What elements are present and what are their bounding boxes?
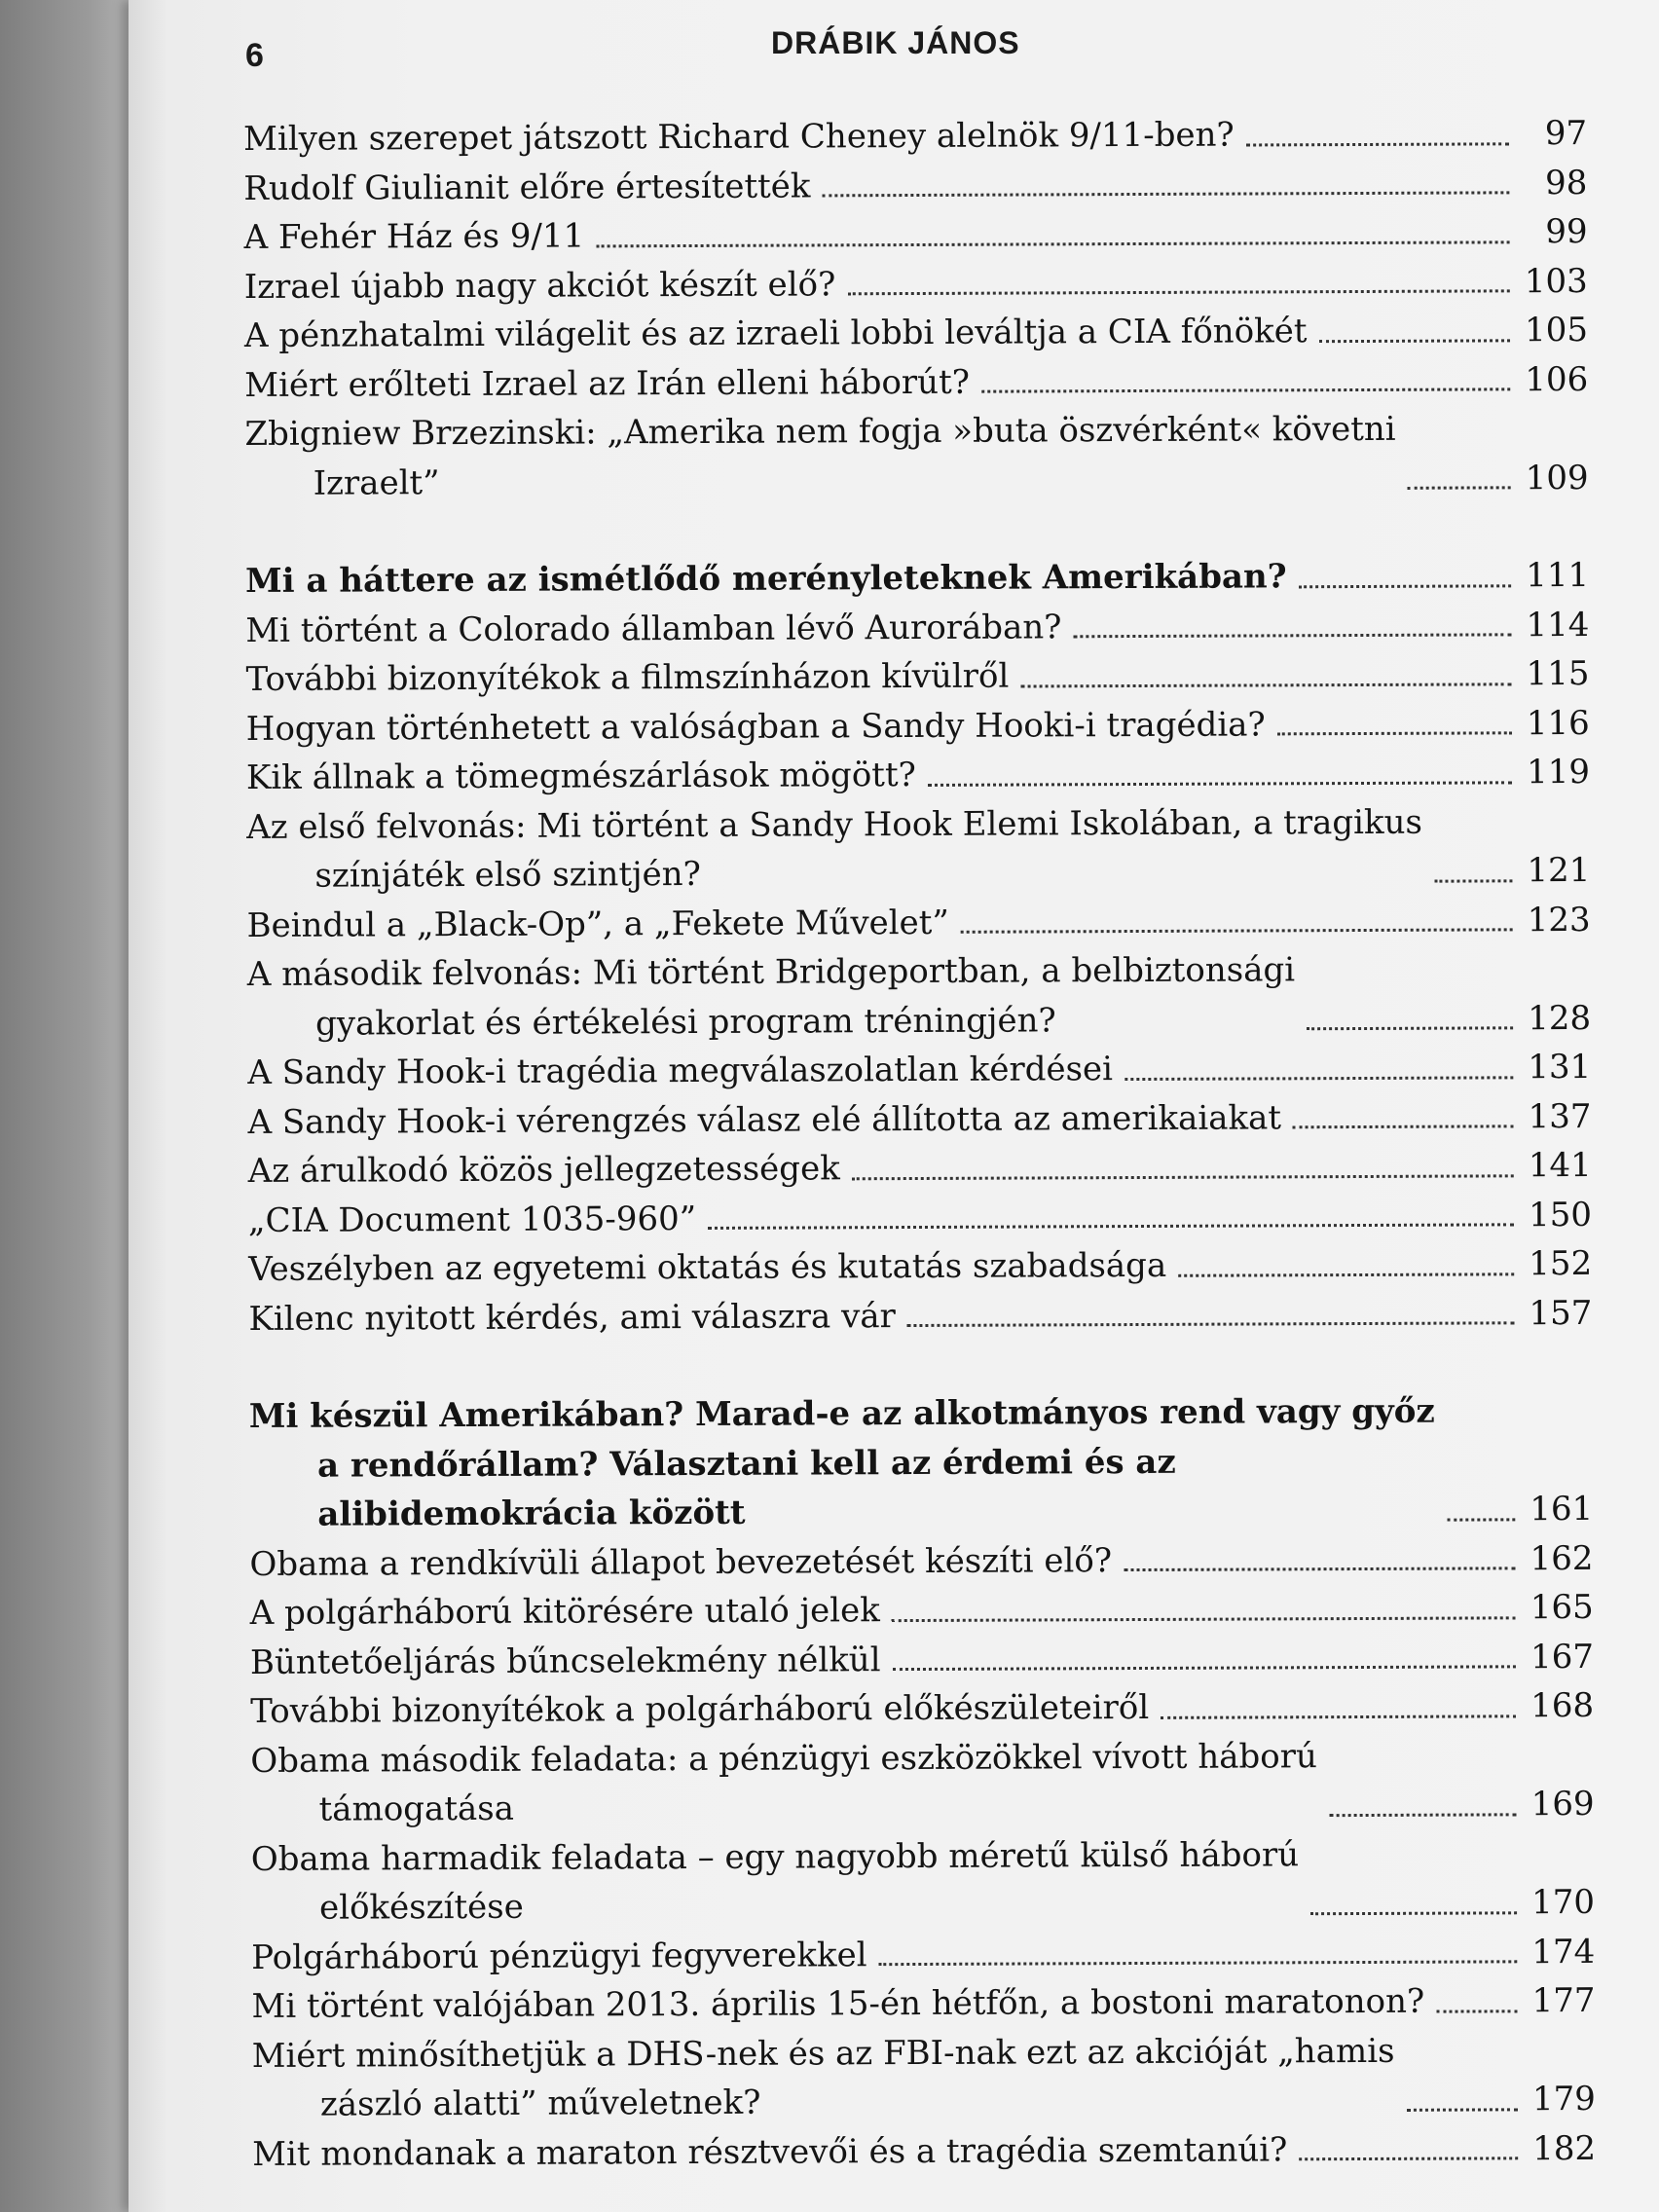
toc-entry bbox=[251, 1927, 1595, 1982]
toc-entry bbox=[248, 1239, 1592, 1295]
dot-leader bbox=[1407, 2108, 1518, 2111]
dot-leader bbox=[847, 289, 1509, 295]
toc-entry-title-continued: zászló alatti” műveletnek? bbox=[319, 2083, 761, 2124]
toc-page-number: 121 bbox=[1527, 850, 1591, 891]
toc-entry-title: Rudolf Giulianit előre értesítették bbox=[243, 166, 811, 208]
toc-entry-title: Kik állnak a tömegmészárlások mögött? bbox=[245, 755, 916, 797]
dot-leader bbox=[1073, 633, 1511, 638]
toc-page-number: 114 bbox=[1526, 605, 1590, 645]
toc-page-number: 98 bbox=[1544, 163, 1588, 203]
toc-entry-title: Mit mondanak a maraton résztvevői és a tragédia szemtanúi? bbox=[252, 2129, 1288, 2174]
toc-entry-title: Az első felvonás: Mi történt a Sandy Hook Elemi Iskolában, a tragikus bbox=[246, 802, 1422, 847]
toc-entry bbox=[248, 1288, 1592, 1344]
toc-entry-title: Miért erőlteti Izrael az Irán elleni háborút? bbox=[244, 362, 971, 405]
toc-page-number: 157 bbox=[1529, 1293, 1593, 1333]
toc-entry bbox=[246, 698, 1590, 754]
toc-entry bbox=[247, 1043, 1591, 1098]
toc-entry bbox=[250, 1583, 1594, 1639]
toc-entry bbox=[244, 354, 1588, 410]
dot-leader bbox=[1319, 339, 1510, 343]
toc-page-number: 179 bbox=[1531, 2079, 1596, 2120]
running-head: DRÁBIK JÁNOS bbox=[771, 25, 1020, 60]
toc-entry-title: „CIA Document 1035-960” bbox=[247, 1198, 697, 1240]
toc-page-number: 111 bbox=[1526, 555, 1590, 596]
toc-page-number: 137 bbox=[1528, 1096, 1592, 1136]
toc-entry-title: Obama második feladata: a pénzügyi eszközökkel vívott háború bbox=[250, 1736, 1317, 1781]
toc-entry bbox=[248, 1190, 1592, 1245]
toc-entry-title: Beindul a „Black-Op”, a „Fekete Művelet” bbox=[246, 903, 949, 945]
toc-entry-title-continued: előkészítése bbox=[318, 1887, 524, 1928]
toc-page-number: 115 bbox=[1526, 653, 1590, 694]
dot-leader bbox=[1307, 1026, 1513, 1030]
dot-leader bbox=[1447, 1518, 1515, 1521]
toc-entry-title: Milyen szerepet játszott Richard Cheney alelnök 9/11-ben? bbox=[243, 115, 1235, 159]
toc-entry bbox=[247, 944, 1591, 1049]
toc-page-number: 116 bbox=[1526, 703, 1590, 743]
toc-page-number: 123 bbox=[1527, 900, 1591, 940]
toc-entry-title: Obama a rendkívüli állapot bevezetését készíti elő? bbox=[249, 1540, 1113, 1584]
toc-entry-title: Polgárháború pénzügyi fegyverekkel bbox=[251, 1935, 867, 1977]
toc-section-heading bbox=[245, 551, 1589, 607]
toc-entry-title: A Sandy Hook-i vérengzés válasz elé állította az amerikaiakat bbox=[247, 1097, 1282, 1142]
toc-page-number: 99 bbox=[1545, 211, 1588, 252]
toc-entry bbox=[250, 1632, 1594, 1687]
toc-entry-title: Büntetőeljárás bűncselekmény nélkül bbox=[249, 1640, 881, 1682]
toc-entry bbox=[246, 796, 1590, 901]
toc-entry bbox=[244, 256, 1588, 312]
toc-entry bbox=[250, 1730, 1594, 1834]
dot-leader bbox=[852, 1174, 1514, 1180]
dot-leader bbox=[1161, 1714, 1516, 1719]
dot-leader bbox=[1246, 142, 1509, 146]
toc-entry-title: A Fehér Ház és 9/11 bbox=[243, 216, 585, 257]
book-page bbox=[129, 0, 1659, 2212]
dot-leader bbox=[823, 191, 1510, 197]
toc-entry-title: Veszélyben az egyetemi oktatás és kutatás szabadsága bbox=[248, 1245, 1167, 1289]
toc-entry-title-continued: támogatása bbox=[318, 1788, 515, 1829]
toc-entry bbox=[246, 748, 1590, 803]
toc-entry bbox=[245, 649, 1589, 705]
toc-page-number: 150 bbox=[1528, 1195, 1593, 1235]
toc-entry-title: További bizonyítékok a filmszínházon kívülről bbox=[245, 656, 1010, 699]
toc-entry bbox=[247, 1091, 1591, 1147]
dot-leader bbox=[879, 1960, 1518, 1966]
toc-entry bbox=[243, 158, 1587, 213]
toc-page-number: 141 bbox=[1528, 1145, 1592, 1186]
dot-leader bbox=[1020, 682, 1511, 687]
toc-entry bbox=[244, 306, 1588, 361]
dot-leader bbox=[1299, 2157, 1518, 2160]
toc-entry-title: A pénzhatalmi világelit és az izraeli lobbi leváltja a CIA főnökét bbox=[243, 312, 1308, 355]
dot-leader bbox=[1124, 1567, 1515, 1571]
toc-page-number: 169 bbox=[1530, 1784, 1595, 1825]
toc-page-number: 170 bbox=[1531, 1882, 1596, 1923]
toc-entry-title: A második felvonás: Mi történt Bridgeportban, a belbiztonsági bbox=[246, 950, 1296, 994]
toc-page-number: 165 bbox=[1530, 1587, 1594, 1628]
dot-leader bbox=[893, 1665, 1516, 1671]
dot-leader bbox=[1434, 879, 1512, 882]
dot-leader bbox=[1299, 584, 1511, 588]
toc-page-number: 174 bbox=[1531, 1932, 1596, 1972]
toc-entry-title: Obama harmadik feladata – egy nagyobb méretű külső háború bbox=[250, 1834, 1300, 1879]
toc-entry bbox=[251, 1828, 1595, 1933]
dot-leader bbox=[961, 928, 1513, 933]
dot-leader bbox=[907, 1321, 1515, 1327]
toc-entry-title-continued: színjáték első szintjén? bbox=[314, 854, 701, 896]
toc-entry bbox=[252, 2123, 1596, 2179]
toc-section-title-continued: alibidemokrácia között bbox=[317, 1493, 746, 1534]
dot-leader bbox=[1277, 731, 1512, 735]
dot-leader bbox=[1178, 1272, 1514, 1277]
toc-page-number: 128 bbox=[1528, 998, 1592, 1038]
toc-page-number: 119 bbox=[1526, 752, 1591, 793]
toc-section-title: Mi a háttere az ismétlődő merényleteknek Amerikában? bbox=[245, 557, 1287, 601]
toc-entry-title: Mi történt valójában 2013. április 15-én hétfőn, a bostoni maratonon? bbox=[251, 1981, 1425, 2026]
table-of-contents bbox=[243, 109, 1596, 2179]
toc-page-number: 182 bbox=[1532, 2128, 1597, 2168]
toc-entry-title: További bizonyítékok a polgárháború előkészületeiről bbox=[250, 1687, 1150, 1731]
toc-page-number: 152 bbox=[1529, 1243, 1593, 1284]
toc-page-number: 105 bbox=[1524, 310, 1589, 350]
dot-leader bbox=[928, 781, 1512, 787]
toc-page-number: 109 bbox=[1525, 458, 1589, 498]
dot-leader bbox=[708, 1223, 1514, 1230]
toc-entry-title: Miért minősíthetjük a DHS-nek és az FBI-nak ezt az akcióját „hamis bbox=[251, 2031, 1395, 2076]
dot-leader bbox=[1436, 2009, 1517, 2012]
toc-entry bbox=[243, 109, 1587, 165]
dot-leader bbox=[1408, 486, 1511, 489]
toc-page-number: 103 bbox=[1524, 261, 1588, 301]
page-number: 6 bbox=[245, 37, 264, 74]
toc-entry bbox=[244, 404, 1588, 508]
toc-entry bbox=[248, 1141, 1592, 1197]
dot-leader bbox=[892, 1616, 1516, 1622]
toc-entry-title: Az árulkodó közös jellegzetességek bbox=[247, 1149, 840, 1191]
toc-entry-title: Zbigniew Brzezinski: „Amerika nem fogja »buta öszvérként« követni bbox=[244, 409, 1396, 454]
toc-page-number: 161 bbox=[1530, 1489, 1594, 1530]
toc-entry-title: A polgárháború kitörésére utaló jelek bbox=[249, 1591, 880, 1633]
toc-entry-title-continued: Izraelt” bbox=[313, 462, 440, 503]
toc-entry-title-continued: gyakorlat és értékelési program tréningjén? bbox=[314, 1000, 1056, 1044]
dot-leader bbox=[1329, 1813, 1516, 1817]
toc-page-number: 162 bbox=[1530, 1538, 1594, 1578]
toc-page-number: 168 bbox=[1530, 1685, 1595, 1726]
dot-leader bbox=[596, 240, 1509, 247]
toc-entry-title: A Sandy Hook-i tragédia megválaszolatlan kérdései bbox=[247, 1050, 1114, 1092]
toc-entry bbox=[252, 2025, 1596, 2129]
toc-page-number: 167 bbox=[1530, 1637, 1595, 1677]
toc-entry bbox=[243, 207, 1587, 263]
toc-entry-title: Mi történt a Colorado államban lévő Aurorában? bbox=[245, 607, 1062, 650]
toc-entry-title: Hogyan történhetett a valóságban a Sandy Hooki-i tragédia? bbox=[245, 704, 1266, 749]
toc-section-heading bbox=[249, 1386, 1594, 1540]
toc-section-title: Mi készül Amerikában? Marad-e az alkotmányos rend vagy győz bbox=[248, 1391, 1435, 1436]
toc-entry-title: Izrael újabb nagy akciót készít elő? bbox=[243, 264, 836, 307]
toc-entry-title: Kilenc nyitott kérdés, ami válaszra vár bbox=[248, 1296, 896, 1339]
dot-leader bbox=[981, 387, 1510, 392]
book-gutter-shadow bbox=[0, 0, 146, 2212]
dot-leader bbox=[1124, 1076, 1513, 1081]
toc-page-number: 131 bbox=[1528, 1047, 1592, 1088]
toc-entry bbox=[249, 1533, 1593, 1589]
toc-page-number: 177 bbox=[1531, 1980, 1596, 2021]
toc-entry bbox=[250, 1681, 1594, 1737]
dot-leader bbox=[1310, 1911, 1517, 1915]
toc-page-number: 106 bbox=[1525, 359, 1589, 399]
toc-page-number: 97 bbox=[1544, 113, 1588, 154]
toc-section-title-continued: a rendőrállam? Választani kell az érdemi és az bbox=[316, 1442, 1176, 1486]
toc-entry bbox=[247, 895, 1591, 950]
dot-leader bbox=[1293, 1124, 1514, 1128]
toc-entry bbox=[245, 600, 1589, 655]
toc-entry bbox=[251, 1976, 1595, 2032]
